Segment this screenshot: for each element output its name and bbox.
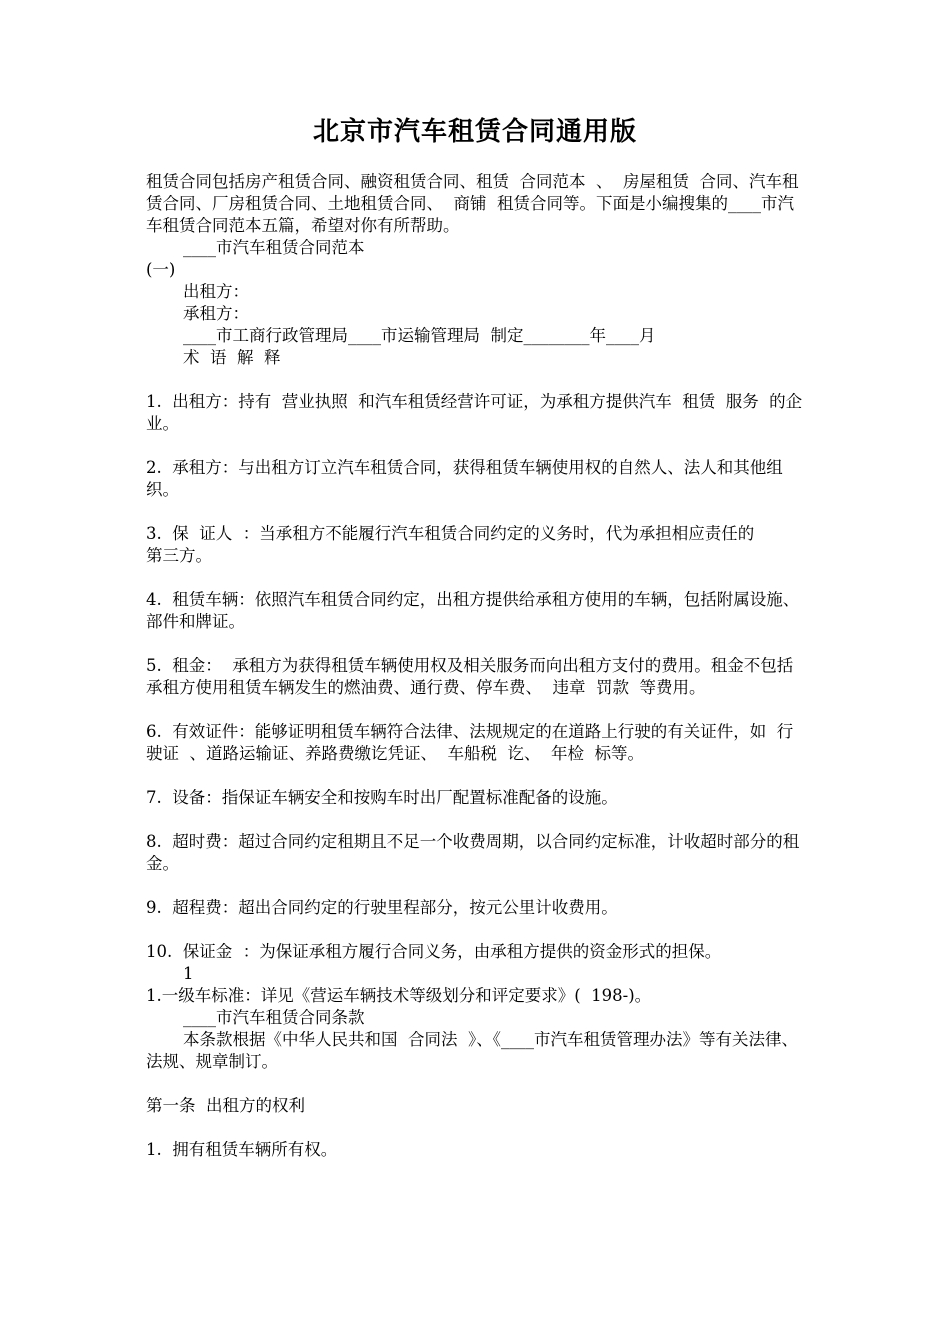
definition-item: 8. 超时费：超过合同约定租期且不足一个收费周期，以合同约定标准，计收超时部分的租金。 [146,832,800,873]
footnote-text: 1.一级车标准：详见《营运车辆技术等级划分和评定要求》( 198-)。 [146,986,652,1005]
definition-item: 2. 承租方：与出租方订立汽车租赁合同，获得租赁车辆使用权的自然人、法人和其他组织。 [146,458,783,499]
footnote-mark: 1 [183,964,194,983]
clauses-heading: ____市汽车租赁合同条款 [183,1008,365,1027]
article-one-item: 1. 拥有租赁车辆所有权。 [146,1140,338,1159]
lessor-label: 出租方： [183,282,249,301]
document-body [146,171,808,1161]
definition-item: 9. 超程费：超出合同约定的行驶里程部分，按元公里计收费用。 [146,898,618,917]
document-title: 北京市汽车租赁合同通用版 [312,117,637,147]
definition-item: 3. 保 证人 ：当承租方不能履行汽车租赁合同约定的义务时，代为承担相应责任的 第三方。 [146,524,755,565]
issuer-line: ____市工商行政管理局____市运输管理局 制定________年____月 [183,326,656,345]
definition-item: 1. 出租方：持有 营业执照 和汽车租赁经营许可证，为承租方提供汽车 租赁 服务 的企业。 [146,392,803,433]
part-one-label: (一) [146,260,176,279]
definition-item: 4. 租赁车辆：依照汽车租赁合同约定，出租方提供给承租方使用的车辆，包括附属设施、部件和牌证。 [146,590,800,631]
intro-paragraph: 租赁合同包括房产租赁合同、融资租赁合同、租赁 合同范本 、 房屋租赁 合同、汽车租赁合同、厂房租赁合同、土地租赁合同、 商铺 租赁合同等。下面是小编搜集的____市汽车租赁合同范本五篇，希望对你有所帮助。 [146,172,799,235]
definition-item: 10. 保证金 ：为保证承租方履行合同义务，由承租方提供的资金形式的担保。 [146,942,722,961]
definition-item: 6. 有效证件：能够证明租赁车辆符合法律、法规规定的在道路上行驶的有关证件，如 行驶证 、道路运输证、养路费缴讫凭证、 车船税 讫、 年检 标等。 [146,722,794,763]
article-one-heading: 第一条 出租方的权利 [146,1096,305,1115]
clauses-basis: 本条款根据《中华人民共和国 合同法 》、《____市汽车租赁管理办法》等有关法律、法规、规章制订。 [146,1030,798,1071]
terms-heading: 术 语 解 释 [183,348,281,367]
lessee-label: 承租方： [183,304,249,323]
sample-heading: ____市汽车租赁合同范本 [183,238,365,257]
definition-item: 5. 租金： 承租方为获得租赁车辆使用权及相关服务而向出租方支付的费用。租金不包括承租方使用租赁车辆发生的燃油费、通行费、停车费、 违章 罚款 等费用。 [146,656,794,697]
definition-item: 7. 设备：指保证车辆安全和按购车时出厂配置标准配备的设施。 [146,788,618,807]
